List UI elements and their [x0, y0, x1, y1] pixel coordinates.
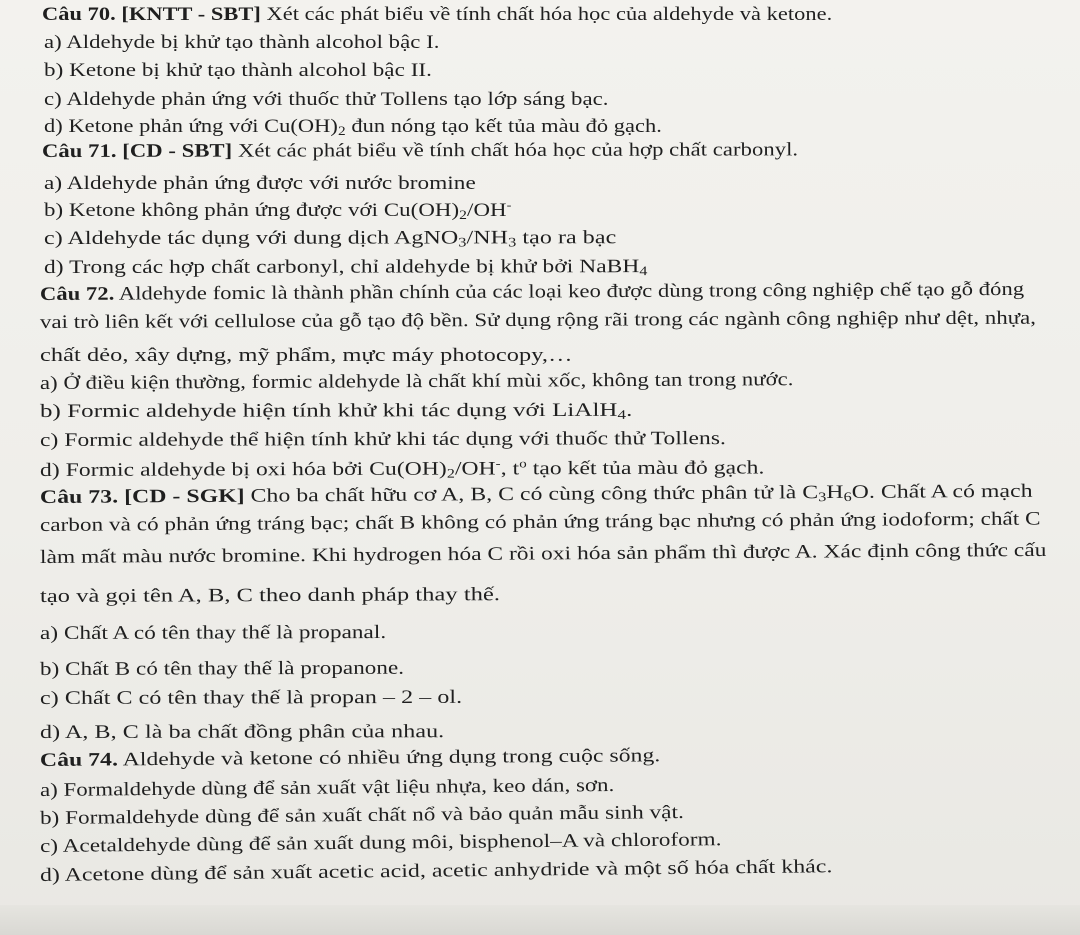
text-line: [40, 457, 765, 482]
question-heading-line: [40, 481, 1033, 509]
text-line: [44, 200, 511, 222]
text-line: [40, 775, 615, 802]
text-line: [44, 256, 647, 279]
text-line: [44, 32, 440, 54]
question-number: Câu 71. [CD - SBT]: [41, 140, 233, 162]
text-line: [40, 658, 404, 681]
line-text: a) Formaldehyde dùng để sản xuất vật liệu nhựa, keo dán, sơn.: [39, 774, 615, 801]
text-line: [40, 856, 833, 887]
text-line: [40, 687, 462, 710]
question-number: Câu 74.: [39, 749, 119, 771]
line-text: c) Formic aldehyde thể hiện tính khử khi tác dụng với thuốc thử Tollens.: [39, 428, 726, 451]
question-number: Câu 72.: [39, 283, 115, 305]
text-line: [44, 89, 609, 111]
text-line: [40, 829, 722, 858]
question-number: Câu 73. [CD - SGK]: [39, 485, 245, 508]
text-line: [40, 369, 794, 395]
text-line: [40, 308, 1036, 334]
line-text: b) Ketone không phản ứng được với $Cu(OH)_2/OH^-$: [44, 198, 512, 222]
text-line: [44, 60, 432, 82]
question-number: Câu 70. [KNTT - SBT]: [42, 4, 261, 25]
text-line: [44, 116, 662, 138]
line-text: làm mất màu nước bromine. Khi hydrogen hóa C rồi oxi hóa sản phẩm thì được A. Xác định công thức cấu: [39, 539, 1047, 568]
line-text: c) Aldehyde tác dụng với dung dịch $AgNO_3/NH_3$ tạo ra bạc: [43, 227, 617, 250]
line-text: d) Ketone phản ứng với $Cu(OH)_2$ đun nóng tạo kết tủa màu đỏ gạch.: [44, 116, 662, 138]
line-text: Cho ba chất hữu cơ A, B, C có cùng công thức phân tử là $C_3H_6O$. Chất A có mạch: [244, 480, 1033, 507]
line-text: Aldehyde fomic là thành phần chính của các loại keo được dùng trong công nghiệp chế tạo gỗ đóng: [114, 278, 1025, 305]
text-line: [40, 509, 1041, 537]
text-line: [40, 540, 1047, 569]
text-line: [40, 400, 633, 423]
line-text: a) Aldehyde phản ứng được với nước bromine: [44, 173, 476, 194]
line-text: d) Trong các hợp chất carbonyl, chỉ aldehyde bị khử bởi NaBH$_4$: [43, 256, 648, 279]
question-heading-line: [42, 139, 798, 163]
line-text: b) Formaldehyde dùng để sản xuất chất nổ và bảo quản mẫu sinh vật.: [39, 801, 684, 829]
text-line: [44, 173, 476, 195]
line-text: b) Chất B có tên thay thế là propanone.: [39, 657, 405, 680]
line-text: a) Aldehyde bị khử tạo thành alcohol bậc I.: [44, 32, 440, 53]
line-text: a) Chất A có tên thay thế là propanal.: [39, 622, 387, 644]
line-text: d) A, B, C là ba chất đồng phân của nhau.: [39, 721, 445, 743]
question-heading-line: [40, 745, 661, 772]
line-text: c) Acetaldehyde dùng để sản xuất dung môi, bisphenol–A và chloroform.: [39, 829, 722, 857]
text-line: [40, 584, 500, 608]
text-line: [44, 227, 616, 250]
text-line: [40, 428, 726, 452]
line-text: b) Formic aldehyde hiện tính khử khi tác dụng với LiAlH$_4$.: [39, 399, 633, 422]
line-text: a) Ở điều kiện thường, formic aldehyde là chất khí mùi xốc, không tan trong nước.: [39, 369, 794, 394]
line-text: Xét các phát biểu về tính chất hóa học của hợp chất carbonyl.: [232, 139, 799, 162]
text-line: [40, 802, 684, 830]
line-text: vai trò liên kết với cellulose của gỗ tạo độ bền. Sử dụng rộng rãi trong các ngành công nghiệp như dệt, nhựa,: [39, 307, 1037, 333]
line-text: d) Acetone dùng để sản xuất acetic acid, acetic anhydride và một số hóa chất khác.: [39, 856, 833, 886]
text-line: [40, 721, 444, 744]
line-text: b) Ketone bị khử tạo thành alcohol bậc II.: [44, 60, 432, 81]
line-text: chất dẻo, xây dựng, mỹ phẩm, mực máy photocopy,…: [40, 345, 573, 366]
line-text: tạo và gọi tên A, B, C theo danh pháp thay thế.: [39, 584, 501, 607]
text-line: [40, 622, 386, 645]
page-bottom-edge: [0, 905, 1080, 935]
line-text: Xét các phát biểu về tính chất hóa học của aldehyde và ketone.: [260, 4, 833, 25]
line-text: d) Formic aldehyde bị oxi hóa bởi $Cu(OH)_2/OH^-$, $t^o$ tạo kết tủa màu đỏ gạch.: [39, 456, 765, 481]
question-heading-line: [40, 279, 1024, 306]
line-text: c) Chất C có tên thay thế là propan – 2 – ol.: [39, 686, 463, 709]
line-text: c) Aldehyde phản ứng với thuốc thử Tollens tạo lớp sáng bạc.: [44, 89, 609, 110]
line-text: carbon và có phản ứng tráng bạc; chất B không có phản ứng tráng bạc nhưng có phản ứng iodoform; chất C: [39, 508, 1041, 536]
question-heading-line: [42, 4, 832, 26]
line-text: Aldehyde và ketone có nhiều ứng dụng trong cuộc sống.: [117, 745, 661, 771]
text-line: [40, 345, 573, 367]
